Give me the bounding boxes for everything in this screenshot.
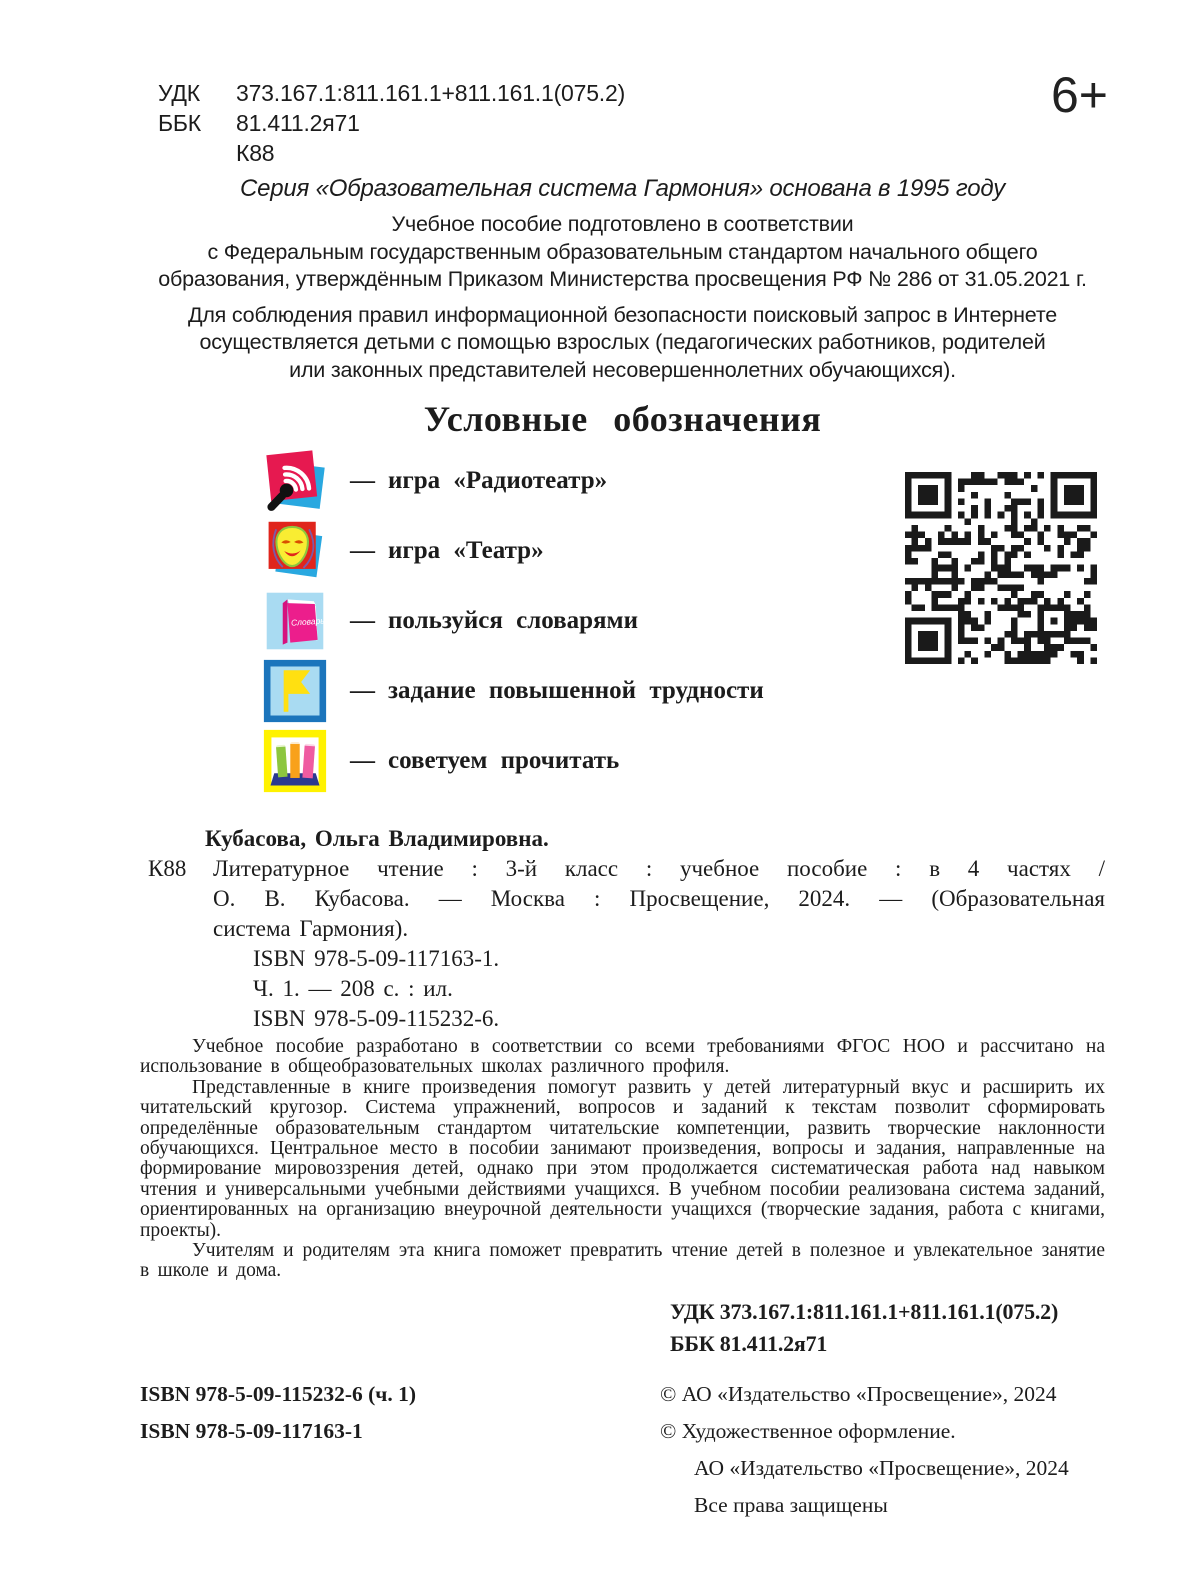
isbn-column (140, 1376, 660, 1524)
dictionary-icon (262, 588, 328, 654)
legend-dash: — (350, 537, 375, 564)
legend-row-difficulty (140, 656, 1105, 726)
legend-label: игра «Театр» (388, 537, 544, 564)
bbk-row (158, 108, 1105, 138)
theater-mask-icon (262, 518, 328, 584)
safety-note-line: или законных представителей несовершеннолетних обучающихся). (289, 357, 956, 382)
annotation-paragraph: Учебное пособие разработано в соответствии со всеми требованиями ФГОС НОО и рассчитано на использование в общеобразовательных школах различного профиля. (140, 1036, 1105, 1078)
legend-label: пользуйся словарями (388, 607, 638, 634)
udk-value: 373.167.1:811.161.1+811.161.1(075.2) (236, 80, 626, 106)
annotation-paragraph: Представленные в книге произведения помогут развить у детей литературный вкус и расширить их читательский кругозор. Система упражнений, вопросов и заданий к текстам позволит сформировать определённые образовательным стандартом читательские компетенции, развить творческие наклонности обучающихся. Центральное место в пособии занимают произведения, вопросы и задания, направленные на формирование мировоззрения детей, однако при этом продолжается систематическая работа над навыком чтения и универсальными учебными действиями учащихся. В учебном пособии реализована система заданий, ориентированных на организацию внеурочной деятельности учащихся (творческие задания, работа с книгами, проекты). (140, 1076, 1105, 1241)
copyright-column (660, 1376, 1105, 1524)
age-rating-badge: 6+ (1050, 67, 1108, 123)
internet-safety-note (140, 302, 1105, 385)
fgos-note-line: Учебное пособие подготовлено в соответствии (391, 212, 854, 236)
dictionary-cover-text: Словарь (290, 615, 326, 628)
legend-row-recommended (140, 726, 1105, 796)
legend-dash: — (350, 677, 375, 704)
isbn-total-line: ISBN 978-5-09-115232-6. (253, 1006, 500, 1031)
legend-label: задание повышенной трудности (388, 677, 764, 704)
legend-dash: — (350, 747, 375, 774)
udk-row (158, 78, 1105, 108)
copyright-line: АО «Издательство «Просвещение», 2024 (694, 1455, 1069, 1480)
udk-label: УДК (158, 80, 200, 106)
legend-dash: — (350, 467, 375, 494)
books-icon (262, 728, 328, 794)
bbk-label: ББК (158, 110, 201, 136)
author-name: Кубасова, Ольга Владимировна. (205, 826, 549, 851)
bottom-codes-block (670, 1296, 1105, 1360)
catalog-code: К88 (236, 140, 275, 166)
series-note: Серия «Образовательная система Гармония» основана в 1995 году (239, 175, 1006, 202)
annotation-paragraph: Учителям и родителям эта книга поможет превратить чтение детей в полезное и увлекательное занятие в школе и дома. (140, 1240, 1105, 1282)
isbn-line: ISBN 978-5-09-117163-1 (140, 1418, 363, 1443)
legend-dash: — (350, 607, 375, 634)
bibliographic-record (140, 824, 1105, 1034)
safety-note-line: Для соблюдения правил информационной безопасности поисковый запрос в Интернете (187, 302, 1058, 327)
biblio-title-row (140, 854, 1105, 884)
qr-code (905, 472, 1097, 664)
biblio-title-line: Литературное чтение : 3-й класс : учебное пособие : в 4 частях / (213, 856, 1105, 881)
catalog-codes-block (158, 0, 1105, 168)
biblio-title-line: О. В. Кубасова. — Москва : Просвещение, 2024. — (Образовательная (213, 886, 1105, 911)
isbn-part-line: ISBN 978-5-09-117163-1. (253, 946, 500, 971)
part-info-line: Ч. 1. — 208 с. : ил. (253, 976, 453, 1001)
flag-icon (262, 658, 328, 724)
radio-theater-icon (262, 448, 328, 514)
legend-title: Условные обозначения (423, 399, 822, 439)
annotation-block (140, 1037, 1105, 1282)
udk-bottom-line: УДК 373.167.1:811.161.1+811.161.1(075.2) (670, 1298, 1059, 1324)
catalog-code-biblio: К88 (148, 856, 187, 881)
isbn-line: ISBN 978-5-09-115232-6 (ч. 1) (140, 1381, 417, 1406)
copyright-line: Все права защищены (694, 1492, 888, 1517)
biblio-title-line: система Гармония). (213, 916, 409, 941)
fgos-note-line: образования, утверждённым Приказом Министерства просвещения РФ № 286 от 31.05.2021 г. (158, 267, 1087, 291)
legend-label: игра «Радиотеатр» (388, 467, 608, 494)
safety-note-line: осуществляется детьми с помощью взрослых (педагогических работников, родителей (199, 330, 1046, 354)
legend-block (140, 446, 1105, 798)
fgos-note (140, 211, 1105, 294)
copyright-line: © АО «Издательство «Просвещение», 2024 (660, 1381, 1057, 1406)
copyright-line: © Художественное оформление. (660, 1418, 956, 1443)
bbk-bottom-line: ББК 81.411.2я71 (670, 1330, 828, 1356)
fgos-note-line: с Федеральным государственным образовательным стандартом начального общего (207, 239, 1038, 264)
bbk-value: 81.411.2я71 (236, 110, 360, 136)
legend-label: советуем прочитать (388, 747, 620, 774)
imprint-footer (140, 1376, 1105, 1524)
